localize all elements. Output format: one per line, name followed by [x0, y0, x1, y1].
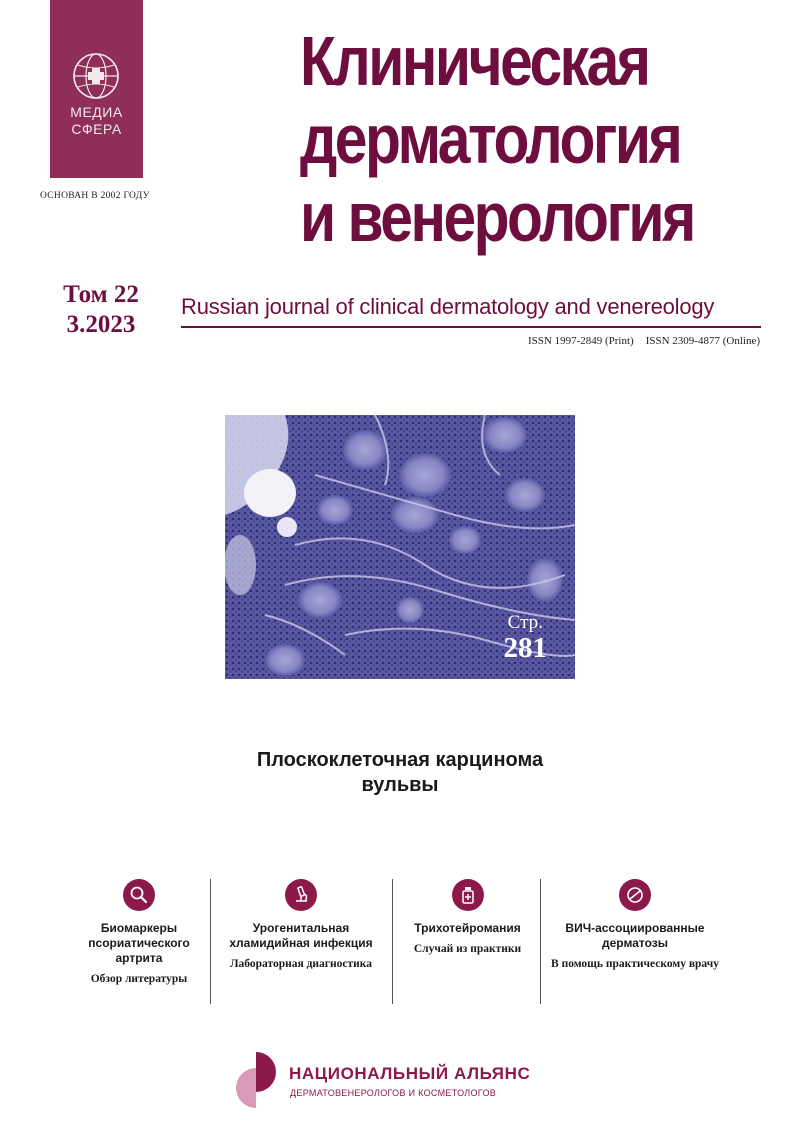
issn-print: ISSN 1997-2849 (Print) [527, 335, 634, 347]
topic-title: Трихотейромания [414, 921, 521, 935]
microscope-icon [285, 879, 317, 911]
journal-title-line: дерматология [300, 100, 681, 178]
topic-title: ВИЧ-ассоциированные дерматозы [565, 921, 705, 950]
topic-subtitle: В помощь практическому врачу [551, 958, 719, 970]
topic-title: Урогенитальная хламидийная инфекция [229, 921, 373, 950]
journal-title-line: Клиническая [300, 22, 649, 100]
topic-item [400, 877, 535, 1007]
journal-title-line: и венерология [300, 178, 694, 256]
journal-title [300, 22, 770, 256]
issue-number: 3.2023 [66, 311, 136, 338]
topic-subtitle: Обзор литературы [90, 973, 188, 985]
topic-subtitle: Случай из практики [413, 943, 522, 955]
topic-item [220, 877, 382, 1007]
issn-online: ISSN 2309-4877 (Online) [645, 335, 760, 347]
medicine-bottle-icon [452, 879, 484, 911]
founded-note: ОСНОВАН В 2002 ГОДУ [40, 191, 150, 201]
topic-title: Биомаркеры псориатического артрита [88, 921, 190, 965]
publisher-name-line1: МЕДИА [70, 104, 123, 120]
topic-item [550, 877, 720, 1007]
topic-divider [392, 879, 393, 1004]
alliance-tagline: ДЕРМАТОВЕНЕРОЛОГОВ И КОСМЕТОЛОГОВ [290, 1088, 497, 1098]
topic-item [70, 877, 208, 1007]
topic-subtitle: Лабораторная диагностика [229, 958, 372, 970]
cover-headline [0, 748, 800, 798]
journal-subtitle: Russian journal of clinical dermatology and venereology [181, 294, 715, 319]
issue-volume: Том 22 [63, 281, 139, 308]
issn-line [516, 335, 760, 347]
headline-line2: вульвы [361, 774, 439, 796]
globe-cross-icon [70, 50, 122, 102]
magnifier-icon [123, 879, 155, 911]
headline-line1: Плоскоклеточная карцинома [256, 749, 544, 771]
issue-info [56, 280, 146, 340]
alliance-name: НАЦИОНАЛЬНЫЙ АЛЬЯНС [289, 1064, 531, 1083]
topic-divider [540, 879, 541, 1004]
title-divider [181, 326, 761, 328]
publisher-name-line2: СФЕРА [71, 121, 122, 137]
topics-row [70, 877, 730, 1007]
cover-micrograph [225, 415, 575, 679]
publisher-badge [50, 0, 143, 178]
alliance-logo-icon [236, 1050, 278, 1110]
topic-divider [210, 879, 211, 1004]
page-prefix: Стр. [507, 612, 543, 633]
page-reference [504, 613, 548, 663]
pill-icon [619, 879, 651, 911]
page-number: 281 [503, 632, 547, 664]
